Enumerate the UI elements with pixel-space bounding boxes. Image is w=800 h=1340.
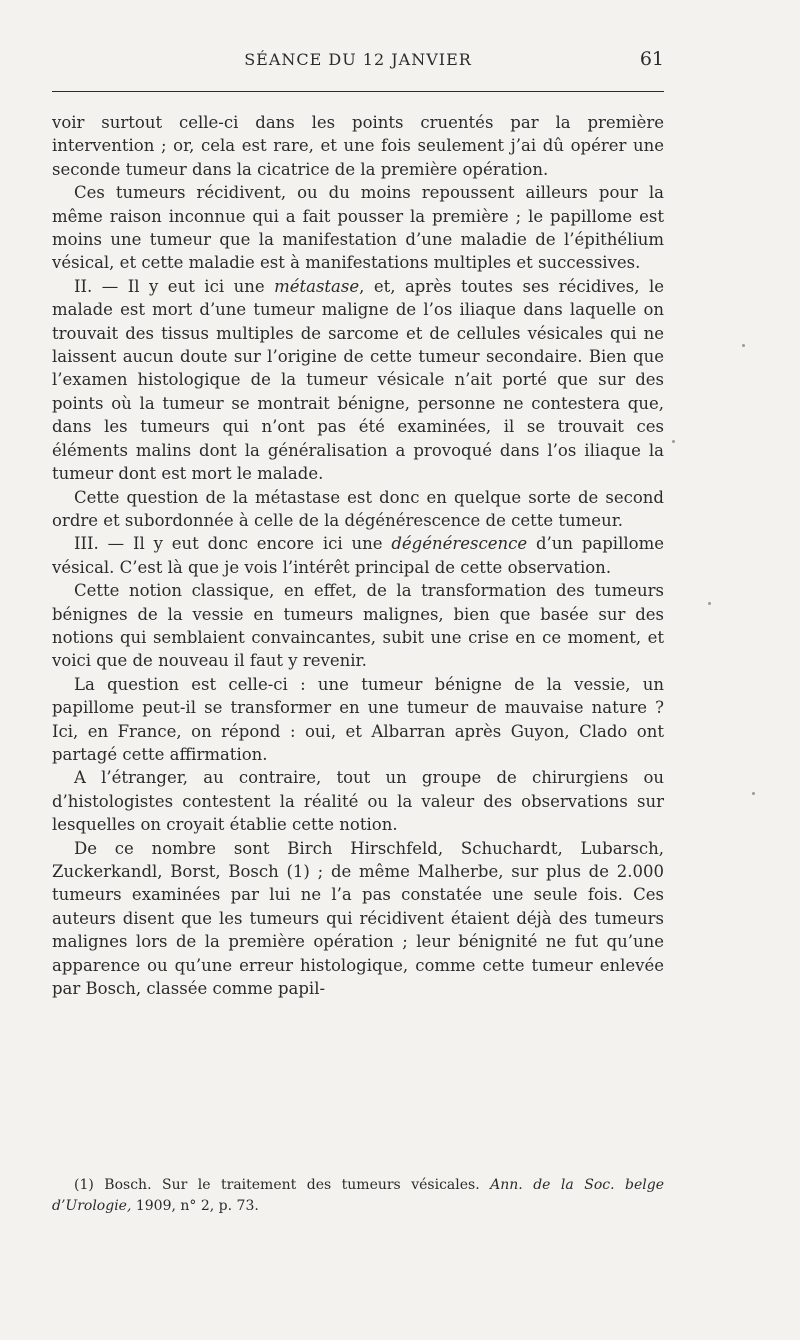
paragraph-text: De ce nombre sont Birch Hirschfeld, Schuchardt, Lubarsch, Zuckerkandl, Borst, Bosch (1) ; de même Malherbe, sur plus de 2.000 tumeurs examinées par lui ne l’a pas constatée une seule fois. Ces auteurs disent que les tumeurs qui récidivent étaient déjà des tumeurs malignes lors de la première opération ; leur bénignité ne fut qu’une apparence ou qu’une erreur histologique, comme cette tumeur enlevée par Bosch, classée comme papil- [52, 838, 664, 999]
footnote-lead: (1) Bosch. Sur le traitement des tumeurs vésicales. [74, 1177, 491, 1193]
paragraph-emphasis: métastase [274, 276, 360, 296]
paper-speck [752, 792, 755, 795]
paragraph-lead: II. — Il y eut ici une [74, 276, 275, 296]
paragraph-continuation [52, 111, 664, 181]
paragraph-text: Ces tumeurs récidivent, ou du moins repoussent ailleurs pour la même raison inconnue qui a fait pousser la première ; le papillome est moins une tumeur que la manifestation d’une maladie de l’épithélium vésical, et cette maladie est à manifestations multiples et successives. [52, 183, 664, 273]
paragraph-text: La question est celle-ci : une tumeur bénigne de la vessie, un papillome peut-il se transformer en une tumeur de mauvaise nature ? Ici, en France, on répond : oui, et Albarran après Guyon, Clado ont partagé cette affirmation. [52, 674, 664, 764]
paragraph-abroad [52, 766, 664, 836]
paragraph-text: Cette notion classique, en effet, de la transformation des tumeurs bénignes de la vessie en tumeurs malignes, bien que basée sur des notions qui semblaient convaincantes, subit une crise en ce moment, et voici que de nouveau il faut y revenir. [52, 581, 664, 671]
page-number: 61 [639, 48, 664, 70]
paragraph-text: A l’étranger, au contraire, tout un groupe de chirurgiens ou d’histologistes contestent la réalité ou la valeur des observations sur lesquelles on croyait établie cette notion. [52, 768, 664, 835]
paragraph-question [52, 673, 664, 767]
paragraph-recurrence [52, 181, 664, 275]
running-head: SÉANCE DU 12 JANVIER [244, 50, 472, 69]
paragraph-metastasis-question [52, 486, 664, 533]
paragraph-text: voir surtout celle-ci dans les points cruentés par la première intervention ; or, cela est rare, et une fois seulement j’ai dû opérer une seconde tumeur dans la cicatrice de la première opération. [52, 113, 664, 179]
paragraph-degeneration [52, 532, 664, 579]
paper-speck [742, 344, 745, 347]
body-text [52, 111, 664, 1000]
page-header [52, 46, 664, 86]
paper-speck [708, 602, 711, 605]
footnote-journal: Ann. de la Soc. belge d’Urologie, [52, 1177, 664, 1214]
paragraph-emphasis: dégénérescence [391, 534, 528, 554]
paragraph-text: Cette question de la métastase est donc en quelque sorte de second ordre et subordonnée à celle de la dégénérescence de cette tumeur. [52, 487, 664, 530]
header-rule [52, 91, 664, 92]
paper-speck [672, 440, 675, 443]
paragraph-classic-notion [52, 579, 664, 673]
paragraph-metastasis [52, 275, 664, 486]
footnote-rest: 1909, n° 2, p. 73. [131, 1198, 259, 1214]
footnote [52, 1175, 664, 1217]
paragraph-rest: d’un papillome vésical. C’est là que je vois l’intérêt principal de cette observation. [52, 534, 664, 577]
paragraph-rest: , et, après toutes ses récidives, le malade est mort d’une tumeur maligne de l’os iliaque dans laquelle on trouvait des tissus multiples de sarcome et de cellules vésicales qui ne laissent aucun doute sur l’origine de cette tumeur secondaire. Bien que l’examen histologique de la tumeur vésicale n’ait porté que sur des points où la tumeur se montrait bénigne, personne ne contestera que, dans les tumeurs qui n’ont pas été examinées, il se trouvait ces éléments malins dont la généralisation a provoqué dans l’os iliaque la tumeur dont est mort le malade. [52, 276, 664, 484]
paragraph-authors [52, 837, 664, 1001]
paragraph-lead: III. — Il y eut donc encore ici une [74, 534, 392, 554]
